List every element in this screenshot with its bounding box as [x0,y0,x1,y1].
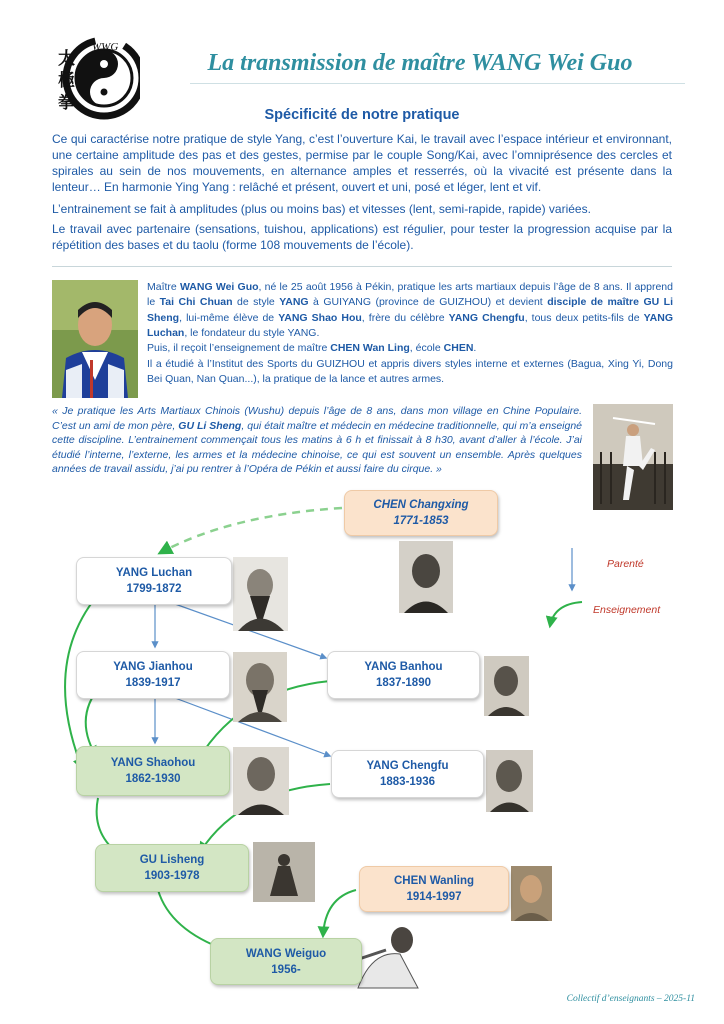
body-text: , lui-même élève de [179,311,279,324]
legend-teaching-label: Enseignement [593,604,661,616]
photo-yang-shaohou [233,747,289,815]
teaching-arrow-chen-to-luchan [160,508,342,553]
body-text: , le fondateur du style YANG. [184,326,320,339]
biography-paragraph-2: Il a étudié à l’Institut des Sports du GUIZHOU et appris divers styles interne et externes (Bagua, Xing Yi, Dong Bei Quan, Nan Quan...), la pratique de la lance et autres armes. [147,358,673,386]
emphasis-text: GU Li Sheng [178,419,242,432]
emphasis-text: CHEN [443,342,474,355]
body-text: « Je pratique les Arts Martiaux Chinois (Wushu) depuis l’âge de 8 ans, dans mon village en Chine Populaire. C’est un ami de mon père, [52,405,582,432]
practice-paragraph-3: Le travail avec partenaire (sensations, tuishou, applications) est régulier, pour tester la progression acquise par la répétition des bases et du taolu (forme 108 mouvements de l’école). [52,222,672,252]
emphasis-text: WANG Wei Guo [179,281,259,293]
master-name: YANG Luchan [115,567,193,579]
practice-paragraph-1: Ce qui caractérise notre pratique de style Yang, c’est l’ouverture Kai, le travail avec l’espace intérieur et environnant, une certaine amplitude des pas et des gestes, permise par le couple Song/Kai, avec l’omniprésence des cercles et spirales au sein de nos mouvements, en alternance amples et resserrés, où la vivacité est présente dans la lenteur… En harmonie Ying Yang : relâché et présent, ouvert et uni, posé et léger, lent et vif. [52,132,672,194]
lineage-node-yang-luchan [76,557,232,605]
body-text: Puis, il reçoit l’enseignement de maître [147,342,331,355]
emphasis-text: YANG Chengfu [448,311,525,324]
lineage-node-yang-shaohou [76,746,230,796]
master-years: 1956- [271,963,301,976]
master-years: 1839-1917 [125,677,181,689]
footer-credit: Collectif d’enseignants – 2025-11 [566,994,695,1004]
section-divider [52,266,672,267]
body-text: , frère du célèbre [361,311,449,324]
body-text: . [473,342,477,355]
photo-yang-jianhou [233,652,287,722]
svg-text:太: 太 [58,49,75,69]
body-text: , tous deux petits-fils de [524,311,644,324]
emphasis-text: YANG Shao Hou [278,311,362,324]
master-name: WANG Weiguo [245,947,327,960]
lineage-node-yang-chengfu [331,750,484,798]
legend-teaching-arrow [550,602,582,626]
wang-weiguo-portrait [52,280,138,398]
master-years: 1799-1872 [126,583,182,595]
photo-yang-luchan [233,557,288,631]
master-years: 1771-1853 [393,515,449,527]
section-heading: Spécificité de notre pratique [264,107,460,123]
svg-text:WWG: WWG [92,41,119,53]
body-text: , né le 25 août 1956 à Pékin, pratique les arts martiaux depuis l’âge de 8 ans. Il apprend le [147,281,673,309]
lineage-node-wang-weiguo [210,938,362,985]
body-text: , qui était maître et médecin en médecine traditionnelle, qui m’a enseigné cette discipline. L’entrainement commençait tous les matins à 6 h et finissait à 8 h30, avant d’aller à l’école. J’ai étudié l’interne, l’externe, les armes et la médecine chinoise, ce qui est souvent un ensemble. Après quelques années de travail assidu, j’ai pu rentrer à l’Opéra de Pékin et aussi faire du cirque. » [52,419,583,476]
master-name: GU Lisheng [139,854,205,866]
master-name: YANG Banhou [364,661,443,673]
lineage-node-gu-lisheng [95,844,249,892]
master-name: YANG Jianhou [113,661,193,673]
master-quote [52,404,582,477]
body-text: , école [409,342,444,355]
photo-chen-changxing [399,541,453,613]
master-years: 1903-1978 [144,870,200,882]
body-text: Maître [147,281,180,293]
emphasis-text: YANG [279,296,309,309]
master-years: 1914-1997 [406,891,462,903]
svg-text:拳: 拳 [58,93,75,113]
emphasis-text: disciple de maître GU Li Sheng [147,296,673,324]
photo-yang-chengfu [486,750,533,812]
photo-gu-lisheng [253,842,315,902]
svg-text:極: 極 [58,71,75,91]
photo-yang-banhou [484,656,529,716]
lineage-node-yang-jianhou [76,651,230,699]
master-name: YANG Shaohou [110,757,196,769]
title-divider [190,83,685,84]
body-text: à GUIYANG (province de GUIZHOU) et devient [308,296,548,309]
master-name: CHEN Wanling [393,875,475,887]
legend-kinship-label: Parenté [607,558,644,570]
emphasis-text: CHEN Wan Ling [330,342,410,355]
master-years: 1862-1930 [125,773,181,785]
photo-chen-wanling [511,866,552,921]
lineage-node-chen-wanling [359,866,509,912]
master-years: 1883-1936 [380,776,435,788]
master-years: 1837-1890 [376,677,431,689]
master-name: YANG Chengfu [366,760,449,772]
emphasis-text: YANG Luchan [147,311,673,339]
master-name: CHEN Changxing [373,499,469,511]
lineage-node-chen-changxing [344,490,498,536]
emphasis-text: Tai Chi Chuan [159,296,233,309]
lineage-node-yang-banhou [327,651,480,699]
biography-paragraph-1 [147,280,673,356]
page-title: La transmission de maître WANG Wei Guo [207,50,633,76]
body-text: de style [232,296,280,309]
practice-paragraph-2: L’entrainement se fait à amplitudes (plus ou moins bas) et vitesses (lent, semi-rapide, rapide) variées. [52,202,591,216]
